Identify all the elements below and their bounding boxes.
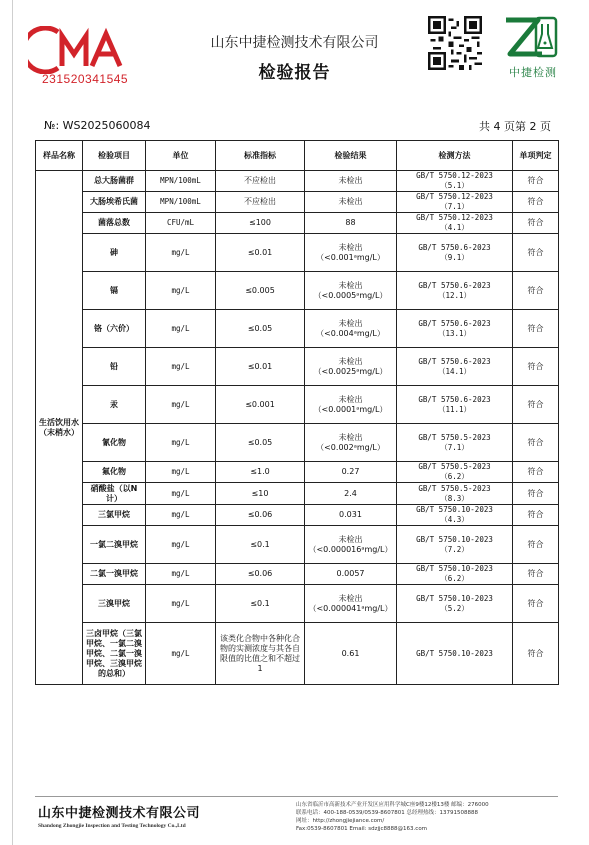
limit-value: ≤0.1 [250,539,270,549]
method-clause: （12.1） [437,290,472,300]
method-clause: （5.1） [440,181,469,190]
unit-cell [146,623,216,685]
limit-cell [216,483,305,505]
verdict-value: 符合 [527,467,544,476]
table-row [36,564,559,585]
report-number [44,119,151,132]
result-cell [305,310,397,348]
unit-value: mg/L [171,399,190,409]
method-standard: GB/T 5750.12-2023 [416,213,493,222]
limit-cell [216,526,305,564]
result-detection-limit: （<0.001ᵃmg/L） [316,252,385,262]
footer-phone: 联系电话：400-188-0539/0539-8607801 总经理热线：13791508888 [296,810,479,816]
scan-edge [12,0,13,845]
item-cell [83,505,146,526]
result-value: 未检出 [338,593,363,603]
verdict-cell [513,310,559,348]
result-detection-limit: （<0.004ᵃmg/L） [316,328,385,338]
limit-cell [216,310,305,348]
unit-cell [146,272,216,310]
item-cell [83,623,146,685]
verdict-value: 符合 [527,176,544,185]
unit-cell [146,234,216,272]
report-number-value: WS2025060084 [62,119,151,132]
result-cell [305,462,397,483]
col-header-verdict: 单项判定 [513,141,559,171]
limit-cell [216,386,305,424]
item-cell [83,424,146,462]
item-cell [83,462,146,483]
result-cell [305,348,397,386]
method-cell [397,505,513,526]
item-cell [83,483,146,505]
table-body [36,171,559,685]
method-clause: （11.1） [437,404,472,414]
unit-cell [146,192,216,213]
limit-value: ≤100 [249,218,271,227]
unit-value: mg/L [171,323,190,333]
item-cell [83,526,146,564]
item-name: 三卤甲烷（三氯甲烷、一氯二溴甲烷、二氯一溴甲烷、三溴甲烷的总和） [86,628,142,678]
item-cell [83,234,146,272]
limit-value: ≤0.06 [247,569,273,578]
result-cell [305,483,397,505]
method-clause: （5.2） [440,603,469,613]
method-clause: （7.1） [440,442,469,452]
table-row [36,526,559,564]
result-value: 0.031 [339,510,362,519]
cma-number: 231520341545 [42,72,129,86]
verdict-cell [513,213,559,234]
result-detection-limit: （<0.000016ᵃmg/L） [308,544,393,554]
verdict-value: 符合 [527,648,544,658]
report-title: 检验报告 [258,63,331,83]
limit-cell [216,192,305,213]
col-header-item: 检验项目 [83,141,146,171]
limit-value: ≤10 [251,488,269,498]
method-cell [397,564,513,585]
limit-cell [216,585,305,623]
verdict-cell [513,424,559,462]
table-row [36,213,559,234]
method-clause: （6.2） [440,574,469,583]
item-name: 硝酸盐（以N计） [90,483,138,503]
verdict-value: 符合 [527,361,544,371]
verdict-cell [513,623,559,685]
method-standard: GB/T 5750.5-2023 [418,462,491,471]
result-cell [305,585,397,623]
result-cell [305,564,397,585]
result-detection-limit: （<0.000041ᵃmg/L） [308,603,393,613]
item-name: 铅 [110,361,118,371]
sample-name-cell: 生活饮用水（末梢水） [36,171,83,685]
item-cell [83,213,146,234]
limit-value: 不应检出 [244,197,276,206]
method-cell [397,234,513,272]
result-value: 未检出 [338,318,363,328]
method-cell [397,386,513,424]
unit-cell [146,348,216,386]
verdict-value: 符合 [527,539,544,549]
verdict-value: 符合 [527,598,544,608]
unit-value: mg/L [171,467,190,476]
limit-value: ≤0.05 [247,323,273,333]
item-name: 砷 [110,247,118,257]
method-standard: GB/T 5750.6-2023 [418,394,491,404]
qr-code-icon [428,16,482,70]
item-name: 氰化物 [102,437,126,447]
unit-value: mg/L [171,648,190,658]
method-standard: GB/T 5750.10-2023 [416,534,493,544]
table-header-row [36,141,559,171]
unit-value: mg/L [171,285,190,295]
method-standard: GB/T 5750.12-2023 [416,192,493,201]
table-row [36,310,559,348]
method-cell [397,272,513,310]
limit-cell [216,623,305,685]
unit-cell [146,526,216,564]
unit-value: MPN/100mL [160,176,201,185]
result-cell [305,213,397,234]
method-standard: GB/T 5750.10-2023 [416,564,493,573]
footer-contact [296,801,558,833]
verdict-value: 符合 [527,197,544,206]
item-cell [83,310,146,348]
unit-cell [146,171,216,192]
result-value: 未检出 [338,197,363,206]
col-header-unit: 单位 [146,141,216,171]
limit-cell [216,462,305,483]
method-standard: GB/T 5750.10-2023 [416,593,493,603]
col-header-limit: 标准指标 [216,141,305,171]
result-value: 0.0057 [336,569,365,578]
method-standard: GB/T 5750.6-2023 [418,242,491,252]
company-title: 山东中捷检测技术有限公司 [210,35,379,51]
method-cell [397,310,513,348]
unit-cell [146,213,216,234]
footer-divider [35,796,558,797]
verdict-cell [513,234,559,272]
limit-value: ≤0.1 [250,598,270,608]
verdict-value: 符合 [527,399,544,409]
method-standard: GB/T 5750.5-2023 [418,483,491,493]
item-cell [83,272,146,310]
results-table [35,140,559,685]
footer-fax-email: Fax:0539-8607801 Email: sdzjjc8888@163.com [296,826,428,832]
limit-value: ≤0.05 [247,437,273,447]
result-cell [305,623,397,685]
verdict-cell [513,386,559,424]
item-name: 铬（六价） [94,323,134,333]
unit-value: mg/L [171,247,190,257]
verdict-cell [513,505,559,526]
result-value: 0.27 [341,467,360,476]
result-value: 未检出 [338,176,363,185]
result-cell [305,526,397,564]
method-clause: （9.1） [440,252,469,262]
method-cell [397,483,513,505]
method-clause: （13.1） [437,328,472,338]
result-value: 未检出 [338,280,363,290]
method-standard: GB/T 5750.6-2023 [418,318,491,328]
result-detection-limit: （<0.0005ᵃmg/L） [313,290,388,300]
unit-value: mg/L [171,569,190,578]
table-row [36,462,559,483]
limit-cell [216,234,305,272]
verdict-value: 符合 [527,323,544,333]
method-clause: （7.1） [440,202,469,211]
footer-company: 山东中捷检测技术有限公司 [38,806,201,821]
result-value: 未检出 [338,356,363,366]
result-cell [305,192,397,213]
unit-cell [146,585,216,623]
result-cell [305,424,397,462]
method-clause: （8.3） [440,493,469,503]
result-value: 0.61 [341,648,360,658]
item-cell [83,386,146,424]
method-standard: GB/T 5750.6-2023 [418,280,491,290]
verdict-value: 符合 [527,488,544,498]
method-standard: GB/T 5750.10-2023 [416,648,493,658]
unit-value: mg/L [171,598,190,608]
table-row [36,192,559,213]
limit-value: ≤1.0 [250,467,270,476]
verdict-cell [513,192,559,213]
method-cell [397,585,513,623]
result-detection-limit: （<0.002ᵃmg/L） [316,442,385,452]
table-row [36,424,559,462]
limit-value: 不应检出 [244,176,276,185]
limit-value: 该类化合物中各种化合物的实测浓度与其各自限值的比值之和不超过1 [220,633,300,673]
limit-cell [216,272,305,310]
result-value: 2.4 [344,488,357,498]
table-row [36,386,559,424]
method-clause: （6.2） [440,472,469,481]
item-name: 三溴甲烷 [98,598,130,608]
item-name: 汞 [110,399,118,409]
result-value: 未检出 [338,432,363,442]
footer-web: 网址：http://zhongjiejiance.com/ [296,818,385,824]
verdict-value: 符合 [527,285,544,295]
item-name: 氟化物 [102,467,126,476]
table-row [36,348,559,386]
result-value: 未检出 [338,534,363,544]
limit-cell [216,564,305,585]
unit-cell [146,386,216,424]
footer-company-en: Shandong Zhongjie Inspection and Testing Technology Co.,Ltd [38,823,186,829]
result-cell [305,171,397,192]
unit-cell [146,483,216,505]
table-row [36,585,559,623]
method-clause: （4.1） [440,223,469,232]
item-cell [83,348,146,386]
limit-value: ≤0.01 [247,361,273,371]
unit-cell [146,424,216,462]
item-cell [83,585,146,623]
result-value: 未检出 [338,242,363,252]
table-row [36,505,559,526]
unit-value: mg/L [171,437,190,447]
result-cell [305,386,397,424]
method-clause: （7.2） [440,544,469,554]
limit-value: ≤0.001 [245,399,275,409]
unit-cell [146,310,216,348]
col-header-method: 检测方法 [397,141,513,171]
method-cell [397,462,513,483]
method-cell [397,192,513,213]
unit-value: mg/L [171,510,190,519]
verdict-cell [513,272,559,310]
verdict-cell [513,585,559,623]
method-standard: GB/T 5750.10-2023 [416,505,493,514]
table-row [36,623,559,685]
item-cell [83,171,146,192]
limit-value: ≤0.01 [247,247,273,257]
limit-cell [216,348,305,386]
unit-value: CFU/mL [166,218,195,227]
table-row [36,234,559,272]
method-standard: GB/T 5750.5-2023 [418,432,491,442]
item-name: 二氯一溴甲烷 [90,569,138,578]
page-info: 共 4 页第 2 页 [479,120,551,133]
col-header-sample: 样品名称 [36,141,83,171]
zhongjie-logo-text: 中捷检测 [509,66,557,79]
method-clause: （14.1） [437,366,472,376]
unit-value: mg/L [171,361,190,371]
item-name: 一氯二溴甲烷 [90,539,138,549]
table-row [36,483,559,505]
unit-value: mg/L [171,488,190,498]
limit-cell [216,424,305,462]
item-cell [83,564,146,585]
item-cell [83,192,146,213]
verdict-value: 符合 [527,510,544,519]
method-cell [397,623,513,685]
limit-value: ≤0.06 [247,510,273,519]
method-cell [397,348,513,386]
method-standard: GB/T 5750.12-2023 [416,171,493,180]
verdict-value: 符合 [527,247,544,257]
verdict-cell [513,462,559,483]
item-name: 总大肠菌群 [94,176,134,185]
zhongjie-logo-icon [500,14,560,62]
result-detection-limit: （<0.0001ᵃmg/L） [313,404,388,414]
col-header-result: 检验结果 [305,141,397,171]
unit-value: MPN/100mL [160,197,201,206]
method-clause: （4.3） [440,515,469,524]
limit-value: ≤0.005 [245,285,275,295]
unit-cell [146,462,216,483]
verdict-cell [513,526,559,564]
table-row [36,171,559,192]
verdict-value: 符合 [527,569,544,578]
unit-cell [146,505,216,526]
limit-cell [216,171,305,192]
result-cell [305,505,397,526]
item-name: 大肠埃希氏菌 [90,197,138,206]
result-detection-limit: （<0.0025ᵃmg/L） [313,366,388,376]
result-cell [305,272,397,310]
method-standard: GB/T 5750.6-2023 [418,356,491,366]
item-name: 镉 [110,285,118,295]
verdict-cell [513,564,559,585]
method-cell [397,526,513,564]
method-cell [397,424,513,462]
item-name: 菌落总数 [98,218,130,227]
verdict-value: 符合 [527,437,544,447]
verdict-cell [513,348,559,386]
verdict-cell [513,171,559,192]
limit-cell [216,213,305,234]
limit-cell [216,505,305,526]
verdict-value: 符合 [527,218,544,227]
result-cell [305,234,397,272]
table-row [36,272,559,310]
unit-value: mg/L [171,539,190,549]
report-number-label: №: [44,119,60,132]
result-value: 88 [345,218,356,227]
footer-address: 山东省临沂市高新技术产业开发区应用科学城C座9楼12楼13楼 邮编：276000 [296,802,489,808]
method-cell [397,213,513,234]
result-value: 未检出 [338,394,363,404]
unit-cell [146,564,216,585]
method-cell [397,171,513,192]
item-name: 三氯甲烷 [98,510,130,519]
verdict-cell [513,483,559,505]
